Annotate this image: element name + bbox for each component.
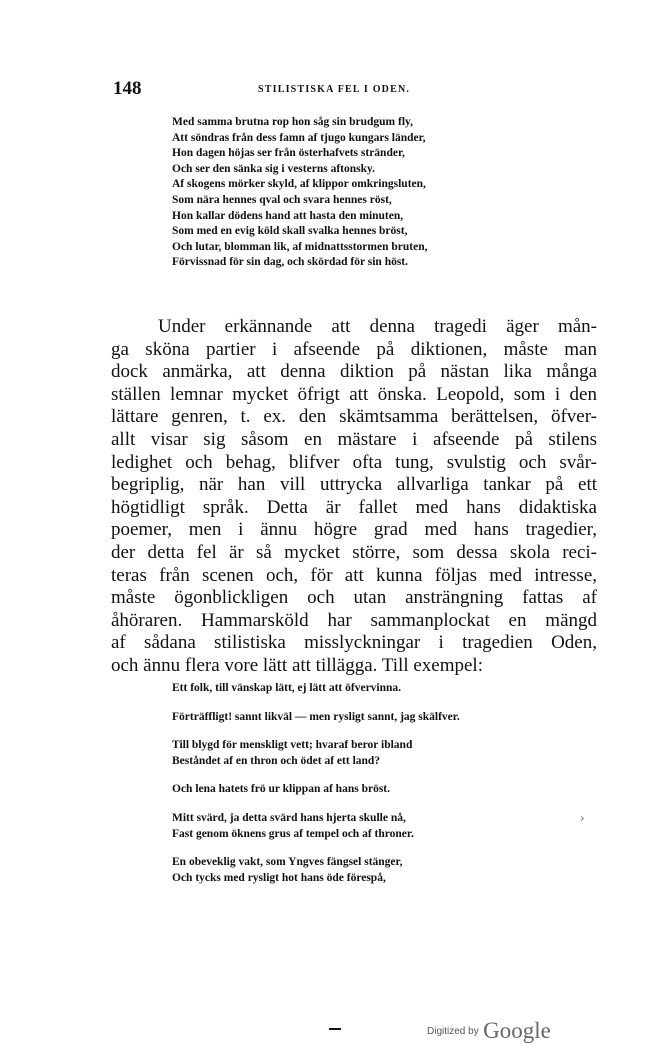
- poem-line: Som med en evig köld skall svalka hennes bröst,: [172, 225, 408, 238]
- poem-line: Som nära hennes qval och svara hennes röst,: [172, 193, 392, 206]
- prose-line: ställen lemnar mycket öfrigt att önska. Leopold, som i den: [111, 383, 597, 405]
- prose-line: begriplig, när han vill uttrycka allvarliga tankar på ett: [111, 474, 597, 496]
- quote-line: Och tycks med rysligt hot hans öde förespå,: [172, 871, 386, 884]
- quote-line: En obeveklig vakt, som Yngves fängsel stänger,: [172, 856, 403, 869]
- prose-line: och ännu flera vore lätt att tillägga. Till exempel:: [111, 654, 483, 676]
- google-logo: Google: [483, 1018, 551, 1043]
- poem-line: Och lutar, blomman lik, af midnattsstormen bruten,: [172, 240, 428, 253]
- quote-block: [172, 855, 532, 886]
- digitized-watermark: [427, 1018, 551, 1044]
- quote-block: [172, 811, 532, 842]
- prose-line: poemer, men i ännu högre grad med hans tragedier,: [111, 519, 597, 541]
- quote-line: Till blygd för menskligt vett; hvaraf beror ibland: [172, 739, 413, 752]
- quote-block: [172, 710, 532, 726]
- prose-line: dock anmärka, att denna diktion på nästan lika många: [111, 361, 597, 383]
- prose-line: åhöraren. Hammarsköld har sammanplockat en mängd: [111, 609, 597, 631]
- quote-block: [172, 738, 532, 769]
- poem-line: Af skogens mörker skyld, af klippor omkringsluten,: [172, 178, 426, 191]
- poem-line: Hon kallar dödens hand att hasta den minuten,: [172, 209, 404, 222]
- quote-line: Ett folk, till vänskap lätt, ej lätt att öfvervinna.: [172, 682, 402, 694]
- prose-line: teras från scenen och, för att kunna följas med intresse,: [111, 564, 597, 586]
- prose-line: der detta fel är så mycket större, som dessa skola reci-: [111, 541, 597, 563]
- running-title: STILISTISKA FEL I ODEN.: [258, 84, 411, 95]
- poem-line: Och ser den sänka sig i vesterns aftonsky.: [172, 162, 375, 175]
- bottom-dash: [329, 1028, 341, 1030]
- poem-line: Hon dagen höjas ser från österhafvets stränder,: [172, 147, 405, 160]
- prose-line: allt visar sig såsom en mästare i afseende på stilens: [111, 428, 597, 450]
- prose-line: Under erkännande att denna tragedi äger mån-: [158, 316, 597, 337]
- prose-paragraph: [111, 316, 597, 678]
- quote-line: Och lena hatets frö ur klippan af hans bröst.: [172, 783, 391, 796]
- digitized-label: Digitized by: [427, 1026, 479, 1037]
- poem-line: Med samma brutna rop hon såg sin brudgum fly,: [172, 116, 414, 128]
- prose-line: måste ögonblickligen och utan ansträngning fattas af: [111, 587, 597, 609]
- quote-line: Beståndet af en thron och ödet af ett land?: [172, 754, 381, 767]
- quote-line: Förträffligt! sannt likväl — men rysligt sannt, jag skälfver.: [172, 710, 460, 723]
- quote-line: Fast genom öknens grus af tempel och af throner.: [172, 827, 414, 840]
- top-poem: [172, 115, 522, 271]
- prose-line: lättare genren, t. ex. den skämtsamma berättelsen, öfver-: [111, 406, 597, 428]
- prose-line: ga sköna partier i afseende på diktionen, måste man: [111, 338, 597, 360]
- quoted-examples: [172, 681, 532, 899]
- page-number: 148: [113, 78, 142, 99]
- quote-line: Mitt svärd, ja detta svärd hans hjerta skulle nå,: [172, 811, 406, 824]
- margin-mark: ›: [580, 812, 585, 825]
- poem-line: Förvissnad för sin dag, och skördad för sin höst.: [172, 256, 409, 269]
- prose-line: ledighet och behag, blifver ofta tung, svulstig och svår-: [111, 451, 597, 473]
- quote-block: [172, 782, 532, 798]
- prose-line: af sådana stilistiska misslyckningar i tragedien Oden,: [111, 632, 597, 654]
- quote-block: [172, 681, 532, 697]
- poem-line: Att söndras från dess famn af tjugo kungars länder,: [172, 131, 426, 144]
- prose-line: högtidligt språk. Detta är fallet med hans didaktiska: [111, 496, 597, 518]
